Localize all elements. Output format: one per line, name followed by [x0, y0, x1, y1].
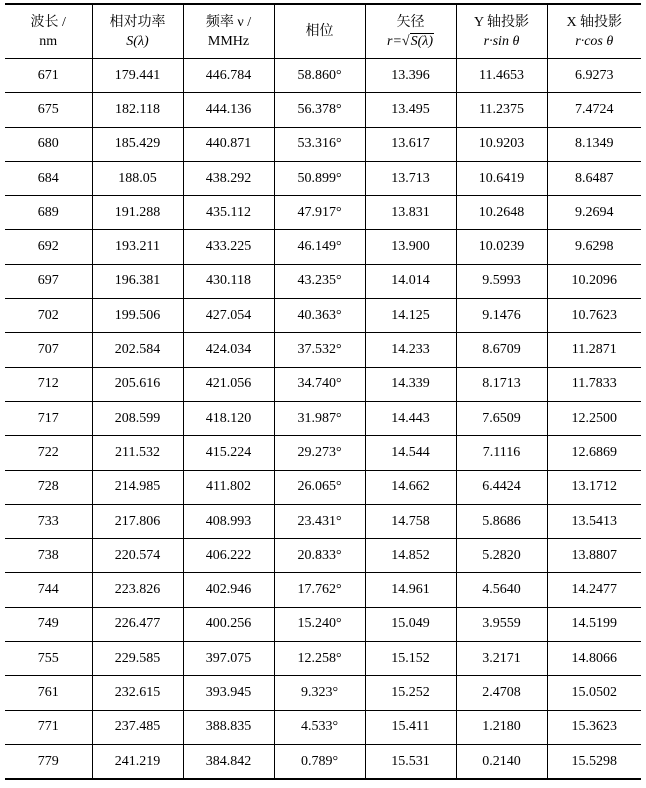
cell-y-projection: 10.0239	[456, 230, 547, 264]
data-table-container	[5, 3, 641, 780]
cell-frequency: 400.256	[183, 607, 274, 641]
cell-frequency: 406.222	[183, 539, 274, 573]
cell-phase: 29.273°	[274, 436, 365, 470]
cell-phase: 15.240°	[274, 607, 365, 641]
cell-radius: 14.125	[365, 299, 456, 333]
cell-y-projection: 2.4708	[456, 676, 547, 710]
spectrum-phase-table	[5, 3, 641, 780]
cell-relative-power: 241.219	[92, 744, 183, 779]
cell-radius: 13.831	[365, 196, 456, 230]
cell-y-projection: 9.5993	[456, 264, 547, 298]
cell-x-projection: 15.5298	[547, 744, 641, 779]
cell-frequency: 446.784	[183, 59, 274, 93]
table-row	[5, 642, 641, 676]
cell-wavelength: 749	[5, 607, 92, 641]
cell-x-projection: 8.6487	[547, 161, 641, 195]
cell-phase: 12.258°	[274, 642, 365, 676]
cell-radius: 15.152	[365, 642, 456, 676]
table-row	[5, 744, 641, 779]
cell-x-projection: 10.2096	[547, 264, 641, 298]
table-header	[5, 4, 641, 59]
cell-x-projection: 11.7833	[547, 367, 641, 401]
table-row	[5, 93, 641, 127]
cell-relative-power: 188.05	[92, 161, 183, 195]
cell-wavelength: 680	[5, 127, 92, 161]
table-row	[5, 196, 641, 230]
cell-frequency: 384.842	[183, 744, 274, 779]
cell-x-projection: 11.2871	[547, 333, 641, 367]
cell-y-projection: 10.9203	[456, 127, 547, 161]
cell-phase: 4.533°	[274, 710, 365, 744]
formula-prefix: r=	[387, 33, 402, 49]
cell-phase: 31.987°	[274, 401, 365, 435]
cell-frequency: 397.075	[183, 642, 274, 676]
cell-y-projection: 9.1476	[456, 299, 547, 333]
header-wavelength-label: 波长 /	[30, 14, 66, 30]
table-body	[5, 59, 641, 780]
header-radius-vector-formula	[366, 32, 456, 51]
cell-relative-power: 220.574	[92, 539, 183, 573]
cell-relative-power: 182.118	[92, 93, 183, 127]
cell-wavelength: 761	[5, 676, 92, 710]
cell-radius: 14.544	[365, 436, 456, 470]
header-wavelength-unit: nm	[39, 33, 58, 49]
cell-phase: 37.532°	[274, 333, 365, 367]
cell-wavelength: 689	[5, 196, 92, 230]
cell-wavelength: 712	[5, 367, 92, 401]
cell-radius: 14.961	[365, 573, 456, 607]
cell-y-projection: 8.1713	[456, 367, 547, 401]
cell-x-projection: 13.1712	[547, 470, 641, 504]
cell-frequency: 430.118	[183, 264, 274, 298]
cell-frequency: 411.802	[183, 470, 274, 504]
cell-phase: 26.065°	[274, 470, 365, 504]
cell-x-projection: 12.6869	[547, 436, 641, 470]
cell-y-projection: 7.6509	[456, 401, 547, 435]
header-frequency	[183, 4, 274, 59]
header-relative-power-symbol: S(λ)	[126, 33, 149, 49]
cell-wavelength: 771	[5, 710, 92, 744]
header-radius-vector-label: 矢径	[396, 14, 425, 30]
cell-frequency: 438.292	[183, 161, 274, 195]
cell-radius: 14.233	[365, 333, 456, 367]
cell-relative-power: 229.585	[92, 642, 183, 676]
cell-radius: 15.531	[365, 744, 456, 779]
cell-phase: 0.789°	[274, 744, 365, 779]
header-frequency-label: 频率 ν /	[205, 14, 252, 30]
cell-relative-power: 232.615	[92, 676, 183, 710]
cell-x-projection: 13.5413	[547, 504, 641, 538]
cell-frequency: 433.225	[183, 230, 274, 264]
cell-phase: 23.431°	[274, 504, 365, 538]
table-row	[5, 539, 641, 573]
cell-phase: 9.323°	[274, 676, 365, 710]
table-row	[5, 161, 641, 195]
table-row	[5, 607, 641, 641]
header-wavelength	[5, 4, 92, 59]
cell-relative-power: 211.532	[92, 436, 183, 470]
table-row	[5, 676, 641, 710]
cell-relative-power: 226.477	[92, 607, 183, 641]
cell-x-projection: 7.4724	[547, 93, 641, 127]
header-relative-power	[92, 4, 183, 59]
cell-frequency: 418.120	[183, 401, 274, 435]
cell-wavelength: 728	[5, 470, 92, 504]
cell-wavelength: 692	[5, 230, 92, 264]
cell-y-projection: 3.9559	[456, 607, 547, 641]
cell-phase: 20.833°	[274, 539, 365, 573]
sqrt-symbol: √	[401, 33, 410, 49]
cell-wavelength: 671	[5, 59, 92, 93]
table-row	[5, 230, 641, 264]
cell-y-projection: 0.2140	[456, 744, 547, 779]
cell-x-projection: 15.0502	[547, 676, 641, 710]
cell-phase: 47.917°	[274, 196, 365, 230]
cell-wavelength: 722	[5, 436, 92, 470]
cell-relative-power: 223.826	[92, 573, 183, 607]
cell-x-projection: 14.8066	[547, 642, 641, 676]
table-row	[5, 299, 641, 333]
cell-frequency: 388.835	[183, 710, 274, 744]
cell-y-projection: 7.1116	[456, 436, 547, 470]
table-row	[5, 436, 641, 470]
cell-frequency: 415.224	[183, 436, 274, 470]
header-frequency-unit: MMHz	[207, 33, 250, 49]
cell-x-projection: 9.2694	[547, 196, 641, 230]
cell-wavelength: 684	[5, 161, 92, 195]
header-x-projection-formula: r·cos θ	[575, 33, 614, 49]
cell-wavelength: 738	[5, 539, 92, 573]
formula-radicand: S(λ)	[410, 33, 433, 49]
cell-radius: 13.713	[365, 161, 456, 195]
table-row	[5, 573, 641, 607]
cell-y-projection: 10.2648	[456, 196, 547, 230]
cell-phase: 34.740°	[274, 367, 365, 401]
cell-x-projection: 10.7623	[547, 299, 641, 333]
header-radius-vector	[365, 4, 456, 59]
cell-y-projection: 11.2375	[456, 93, 547, 127]
cell-radius: 14.443	[365, 401, 456, 435]
cell-radius: 15.049	[365, 607, 456, 641]
table-row	[5, 59, 641, 93]
header-x-projection-label: X 轴投影	[566, 14, 623, 30]
table-row	[5, 264, 641, 298]
table-row	[5, 470, 641, 504]
cell-relative-power: 196.381	[92, 264, 183, 298]
cell-relative-power: 205.616	[92, 367, 183, 401]
cell-relative-power: 237.485	[92, 710, 183, 744]
cell-relative-power: 191.288	[92, 196, 183, 230]
cell-wavelength: 702	[5, 299, 92, 333]
cell-radius: 14.339	[365, 367, 456, 401]
cell-radius: 14.014	[365, 264, 456, 298]
cell-frequency: 440.871	[183, 127, 274, 161]
cell-radius: 15.411	[365, 710, 456, 744]
cell-frequency: 402.946	[183, 573, 274, 607]
cell-x-projection: 9.6298	[547, 230, 641, 264]
cell-relative-power: 217.806	[92, 504, 183, 538]
cell-wavelength: 733	[5, 504, 92, 538]
header-phase-label: 相位	[305, 24, 334, 39]
cell-phase: 50.899°	[274, 161, 365, 195]
cell-radius: 13.396	[365, 59, 456, 93]
cell-relative-power: 179.441	[92, 59, 183, 93]
cell-phase: 46.149°	[274, 230, 365, 264]
cell-wavelength: 717	[5, 401, 92, 435]
cell-y-projection: 3.2171	[456, 642, 547, 676]
cell-y-projection: 8.6709	[456, 333, 547, 367]
cell-relative-power: 208.599	[92, 401, 183, 435]
cell-x-projection: 12.2500	[547, 401, 641, 435]
cell-phase: 43.235°	[274, 264, 365, 298]
cell-relative-power: 193.211	[92, 230, 183, 264]
header-relative-power-label: 相对功率	[109, 14, 166, 30]
cell-radius: 14.758	[365, 504, 456, 538]
cell-relative-power: 199.506	[92, 299, 183, 333]
cell-x-projection: 14.2477	[547, 573, 641, 607]
cell-relative-power: 214.985	[92, 470, 183, 504]
cell-wavelength: 779	[5, 744, 92, 779]
cell-x-projection: 14.5199	[547, 607, 641, 641]
cell-y-projection: 4.5640	[456, 573, 547, 607]
cell-radius: 14.852	[365, 539, 456, 573]
cell-radius: 15.252	[365, 676, 456, 710]
cell-frequency: 427.054	[183, 299, 274, 333]
cell-y-projection: 5.8686	[456, 504, 547, 538]
cell-wavelength: 675	[5, 93, 92, 127]
cell-radius: 13.495	[365, 93, 456, 127]
cell-wavelength: 697	[5, 264, 92, 298]
cell-wavelength: 744	[5, 573, 92, 607]
table-row	[5, 504, 641, 538]
cell-frequency: 444.136	[183, 93, 274, 127]
cell-radius: 14.662	[365, 470, 456, 504]
header-row	[5, 4, 641, 59]
cell-y-projection: 10.6419	[456, 161, 547, 195]
table-row	[5, 333, 641, 367]
cell-y-projection: 11.4653	[456, 59, 547, 93]
cell-phase: 17.762°	[274, 573, 365, 607]
header-phase	[274, 4, 365, 59]
table-row	[5, 401, 641, 435]
cell-phase: 53.316°	[274, 127, 365, 161]
cell-y-projection: 1.2180	[456, 710, 547, 744]
cell-wavelength: 707	[5, 333, 92, 367]
cell-y-projection: 5.2820	[456, 539, 547, 573]
table-row	[5, 367, 641, 401]
cell-x-projection: 8.1349	[547, 127, 641, 161]
cell-frequency: 424.034	[183, 333, 274, 367]
cell-relative-power: 202.584	[92, 333, 183, 367]
cell-frequency: 435.112	[183, 196, 274, 230]
cell-phase: 40.363°	[274, 299, 365, 333]
header-y-projection-formula: r·sin θ	[483, 33, 520, 49]
table-row	[5, 710, 641, 744]
cell-x-projection: 13.8807	[547, 539, 641, 573]
cell-y-projection: 6.4424	[456, 470, 547, 504]
cell-wavelength: 755	[5, 642, 92, 676]
cell-frequency: 408.993	[183, 504, 274, 538]
cell-radius: 13.900	[365, 230, 456, 264]
header-y-projection-label: Y 轴投影	[473, 14, 530, 30]
header-x-projection	[547, 4, 641, 59]
header-y-projection	[456, 4, 547, 59]
cell-frequency: 421.056	[183, 367, 274, 401]
table-row	[5, 127, 641, 161]
cell-radius: 13.617	[365, 127, 456, 161]
cell-phase: 56.378°	[274, 93, 365, 127]
cell-x-projection: 15.3623	[547, 710, 641, 744]
cell-phase: 58.860°	[274, 59, 365, 93]
cell-relative-power: 185.429	[92, 127, 183, 161]
cell-frequency: 393.945	[183, 676, 274, 710]
cell-x-projection: 6.9273	[547, 59, 641, 93]
